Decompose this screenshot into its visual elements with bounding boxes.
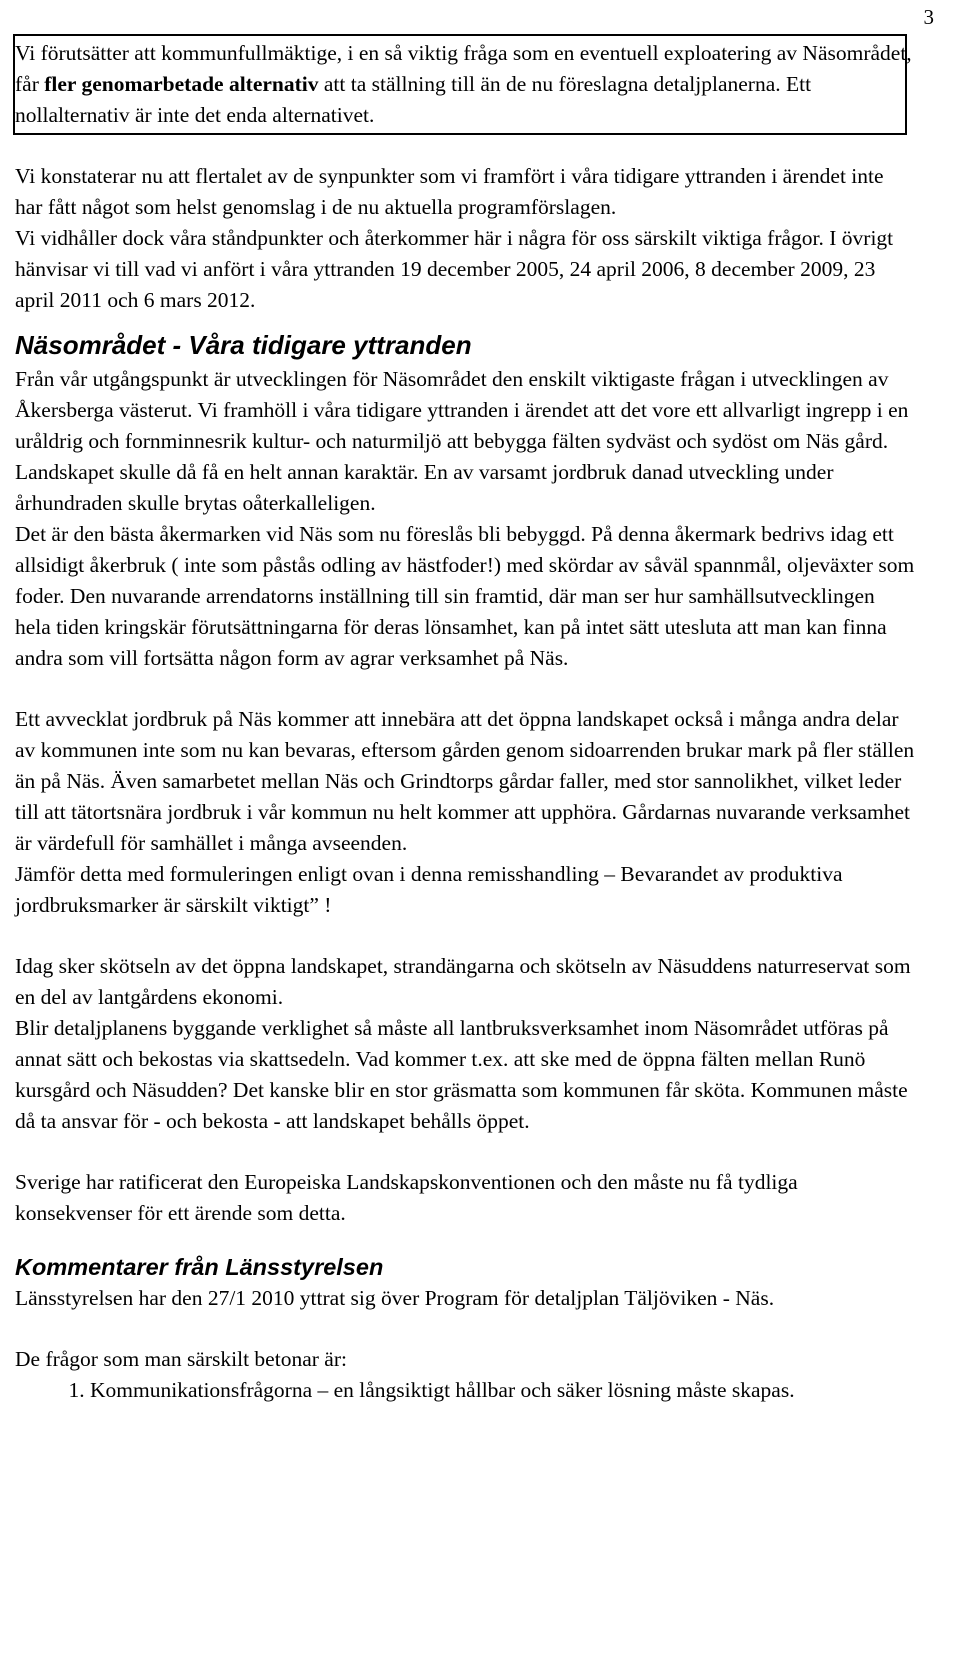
section1-paragraph-4: Jämför detta med formuleringen enligt ovan i denna remisshandling – Bevarandet av produktiva jordbruksmarker är särskilt viktigt” ! xyxy=(15,862,843,917)
document-page xyxy=(15,38,915,1406)
intro-paragraph-3: Vi vidhåller dock våra ståndpunkter och återkommer här i några för oss särskilt viktiga frågor. I övrigt hänvisar vi till vad vi anfört i våra yttranden 19 december 2005, 24 april 2006, 8 december 2009, 23 april 2011 och 6 mars 2012. xyxy=(15,226,894,312)
section1-paragraph-7: Sverige har ratificerat den Europeiska Landskapskonventionen och den måste nu få tydliga konsekvenser för ett ärende som detta. xyxy=(15,1170,798,1225)
section2-paragraph-1: Länsstyrelsen har den 27/1 2010 yttrat sig över Program för detaljplan Täljöviken - Näs. xyxy=(15,1286,775,1310)
list-item: 1. Kommunikationsfrågorna – en långsiktigt hållbar och säker lösning måste skapas. xyxy=(90,1375,915,1406)
intro-paragraph-2: Vi konstaterar nu att flertalet av de synpunkter som vi framfört i våra tidigare yttranden i ärendet inte har fått något som helst genomslag i de nu aktuella programförslagen. xyxy=(15,164,884,219)
section1-paragraph-6: Blir detaljplanens byggande verklighet så måste all lantbruksverksamhet inom Näsområdet utföras på annat sätt och bekostas via skattsedeln. Vad kommer t.ex. att ske med de öppna fälten mellan Runö kursgård och Näsudden? Det kanske blir en stor gräsmatta som kommunen får sköta. Kommunen måste då ta ansvar för - och bekosta - att landskapet behålls öppet. xyxy=(15,1016,908,1133)
section1-paragraph-5: Idag sker skötseln av det öppna landskapet, strandängarna och skötseln av Näsuddens naturreservat som en del av lantgårdens ekonomi. xyxy=(15,954,911,1009)
section2-paragraph-2: De frågor som man särskilt betonar är: xyxy=(15,1347,347,1371)
section1-paragraph-2: Det är den bästa åkermarken vid Näs som nu föreslås bli bebyggd. På denna åkermark bedrivs idag ett allsidigt åkerbruk ( inte som påstås odling av hästfoder!) med skördar av såväl spannmål, oljeväxter som foder. Den nuvarande arrendatorns inställning till sin framtid, där man ser hur samhällsutvecklingen hela tiden kringskär förutsättningarna för deras lönsamhet, kan på intet sätt utesluta att man kan finna andra som vill fortsätta någon form av agrar verksamhet på Näs. xyxy=(15,522,915,670)
priority-list xyxy=(15,1375,915,1406)
section1-paragraph-3: Ett avvecklat jordbruk på Näs kommer att innebära att det öppna landskapet också i många andra delar av kommunen inte som nu kan bevaras, eftersom gården genom sidoarrenden brukar mark på fler ställen än på Näs. Även samarbetet mellan Näs och Grindtorps gårdar faller, med stor sannolikhet, vilket leder till att tätortsnära jordbruk i vår kommun nu helt kommer att upphöra. Gårdarnas nuvarande verksamhet är värdefull för samhället i många avseenden. xyxy=(15,707,915,855)
section-heading-nasomradet: Näsområdet - Våra tidigare yttranden xyxy=(15,330,472,360)
emphasis-text: fler genomarbetade alternativ xyxy=(44,72,319,96)
section1-paragraph-1: Från vår utgångspunkt är utvecklingen för Näsområdet den enskilt viktigaste frågan i utvecklingen av Åkersberga västerut. Vi framhöll i våra tidigare yttranden i ärendet att det vore ett allvarligt ingrepp i en uråldrig och fornminnesrik kultur- och naturmiljö att bebygga fälten sydväst och sydöst om Näs gård. Landskapet skulle då få en helt annan karaktär. En av varsamt jordbruk danad utveckling under århundraden skulle brytas oåterkalleligen. xyxy=(15,367,909,515)
page-number: 3 xyxy=(923,5,934,29)
intro-paragraph-1: Vi förutsätter att kommunfullmäktige, i en så viktig fråga som en eventuell exploatering av Näsområdet, får fler genomarbetade alternativ att ta ställning till än de nu föreslagna detaljplanerna. Ett nollalternativ är inte det enda alternativet. xyxy=(15,41,912,127)
section-heading-lansstyrelsen: Kommentarer från Länsstyrelsen xyxy=(15,1254,384,1280)
